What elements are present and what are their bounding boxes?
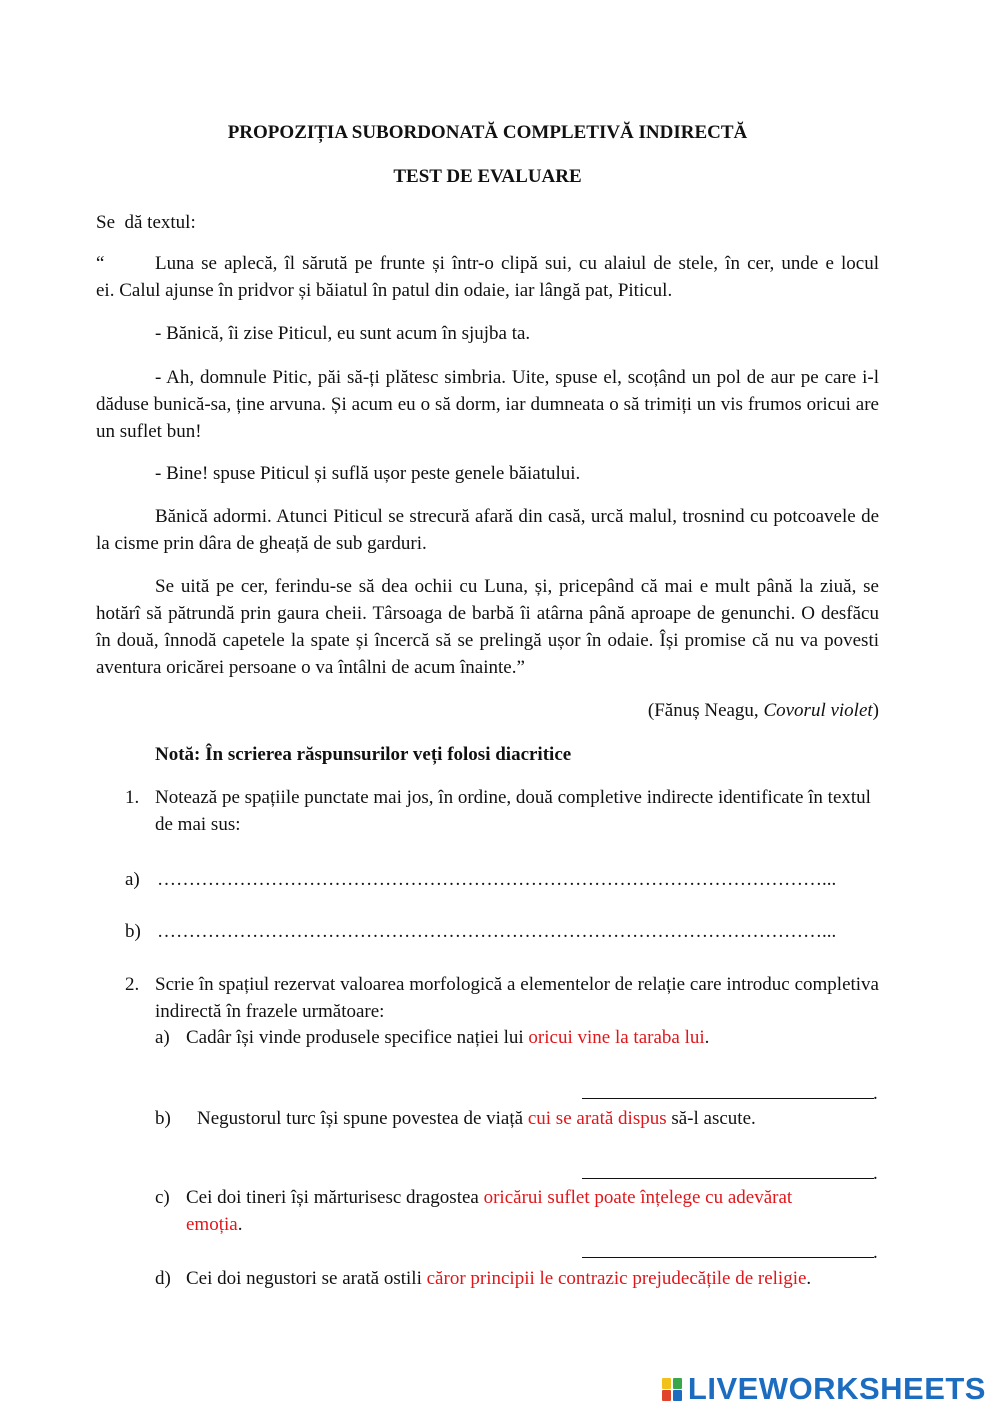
q2-b-text: Negustorul turc își spune povestea de viață — [197, 1108, 528, 1129]
q2-d-label: d) — [155, 1268, 171, 1289]
q2-b-answer-line[interactable] — [582, 1178, 874, 1179]
passage-p3: - Ah, domnule Pitic, păi să-ți plătesc simbria. Uite, spuse el, scoțând un pol de aur pe care i-l dăduse bunică-sa, ține arvuna. Și acum eu o să dorm, iar dumneata o să trimiți un vis frumos oricui are un suflet bun! — [96, 367, 879, 442]
q2-text: Scrie în spațiul rezervat valoarea morfologică a elementelor de relație care introduc completiva indirectă în frazele următoare: — [155, 974, 879, 1022]
q2-b-sentence — [197, 1105, 879, 1132]
q2-a-end: . — [704, 1027, 710, 1048]
q2-b-highlight: cui se arată dispus — [527, 1108, 667, 1129]
q2-a-period: . — [873, 1083, 878, 1104]
q1-number: 1. — [125, 787, 140, 808]
citation-author: (Fănuș Neagu, — [647, 700, 764, 721]
q2-number: 2. — [125, 974, 140, 995]
q2-c-text: Cei doi tineri își mărturisesc dragostea — [186, 1187, 484, 1208]
q2-b-end: să-l ascute. — [666, 1108, 756, 1129]
q1-b-answer-field[interactable]: ……………………………………………………………………………………………... — [157, 921, 837, 942]
logo-blocks-icon — [662, 1376, 684, 1402]
diacritics-note: Notă: În scrierea răspunsurilor veți folosi diacritice — [155, 744, 572, 765]
q2-c-label: c) — [155, 1187, 170, 1208]
q2-c-answer-line[interactable] — [582, 1257, 874, 1258]
citation-work: Covorul violet — [763, 700, 873, 721]
logo-text: LIVEWORKSHEETS — [687, 1371, 986, 1406]
q2-a-sentence — [186, 1024, 879, 1051]
citation — [648, 697, 879, 724]
liveworksheets-logo — [662, 1372, 986, 1406]
q2-c-end: . — [237, 1214, 243, 1235]
passage-p4: - Bine! spuse Piticul și suflă ușor peste genele băiatului. — [155, 463, 581, 484]
q2-b-label: b) — [155, 1108, 171, 1129]
citation-suffix: ) — [872, 700, 879, 721]
q2-c-line1 — [186, 1184, 879, 1211]
passage-p1-first-line: Luna se aplecă, îl sărută pe frunte și într-o clipă sui, cu alaiul de stele, în cer, unde e locul — [155, 253, 879, 274]
q2-b-period: . — [873, 1163, 878, 1184]
open-quote: “ — [96, 253, 105, 274]
passage-p2: - Bănică, îi zise Piticul, eu sunt acum în sjujba ta. — [155, 323, 531, 344]
passage-p5: Bănică adormi. Atunci Piticul se strecură afară din casă, urcă malul, trosnind cu potcoavele de la cisme prin dâra de gheață de sub garduri. — [96, 506, 879, 554]
q1-b-label: b) — [125, 921, 141, 942]
q2-d-end: . — [806, 1268, 812, 1289]
q2-a-text: Cadâr își vinde produsele specifice nației lui — [186, 1027, 529, 1048]
intro-text: Se dă textul: — [96, 212, 196, 233]
q2-a-answer-line[interactable] — [582, 1098, 874, 1099]
passage-p1-rest: ei. Calul ajunse în pridvor și băiatul în patul din odaie, iar lângă pat, Piticul. — [96, 280, 673, 301]
q2-c-highlight-2: emoția — [186, 1214, 238, 1235]
q2-a-highlight: oricui vine la taraba lui — [528, 1027, 705, 1048]
q2-d-sentence — [186, 1265, 879, 1292]
q1-a-label: a) — [125, 869, 140, 890]
q1-a-answer-field[interactable]: ……………………………………………………………………………………………... — [157, 869, 837, 890]
page-title: PROPOZIȚIA SUBORDONATĂ COMPLETIVĂ INDIRECTĂ — [227, 122, 748, 143]
q2-d-text: Cei doi negustori se arată ostili — [186, 1268, 427, 1289]
page-subtitle: TEST DE EVALUARE — [393, 166, 582, 187]
q2-c-highlight-1: oricărui suflet poate înțelege cu adevărat — [483, 1187, 793, 1208]
q2-c-line2 — [186, 1211, 242, 1238]
q1-text: Notează pe spațiile punctate mai jos, în ordine, două completive indirecte identificate în textul de mai sus: — [155, 787, 871, 835]
passage-p6: Se uită pe cer, ferindu-se să dea ochii cu Luna, și, pricepând că mai e mult până la ziuă, se hotărî să pătrundă prin gaura cheii. Târsoaga de barbă îi atârna până aproape de genunchi. O desfăcu în două, înnodă capetele la spate și încercă să se prelingă ușor în odaie. Își promise că nu va povesti aventura oricărei persoane o va întâlni de acum înainte.” — [96, 576, 879, 678]
q2-c-period: . — [873, 1242, 878, 1263]
q2-d-highlight: căror principii le contrazic prejudecățile de religie — [426, 1268, 807, 1289]
q2-a-label: a) — [155, 1027, 170, 1048]
